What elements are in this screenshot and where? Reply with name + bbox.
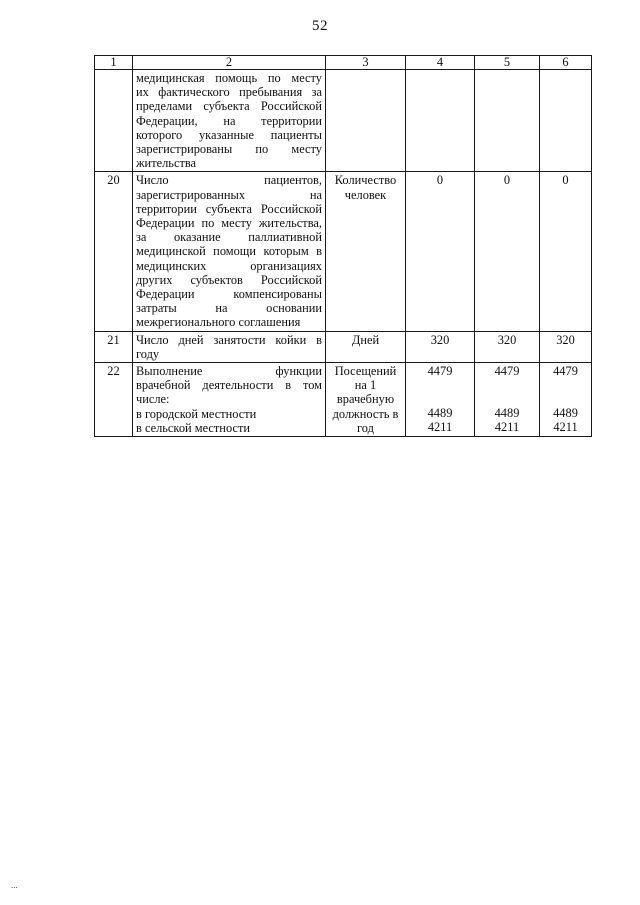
value-total: 4479 <box>553 364 578 379</box>
desc-line: которого указанные пациенты <box>136 127 322 142</box>
desc-line: медицинская помощь по месту <box>136 71 322 85</box>
table-row-21 <box>95 331 592 362</box>
value-rural: 4211 <box>494 420 520 435</box>
desc-line: зарегистрированы по месту <box>136 142 322 157</box>
desc-line: Выполнение функции <box>136 364 322 379</box>
row-unit-cell <box>326 172 406 331</box>
row-number-cell: 22 <box>95 363 133 437</box>
desc-line: Федерации по месту жительства, <box>136 216 322 231</box>
row-value-col5: 320 <box>475 331 540 362</box>
row-value-col5 <box>475 70 540 172</box>
desc-line: году <box>136 346 160 361</box>
row-unit-cell: Дней <box>326 331 406 362</box>
row-value-col5: 0 <box>475 172 540 331</box>
header-col-5: 5 <box>475 56 540 70</box>
page-number: 52 <box>312 18 328 34</box>
unit-line: врачебную <box>336 392 395 407</box>
data-table <box>94 55 592 437</box>
value-rural: 4211 <box>427 420 453 435</box>
desc-line: врачебной деятельности в том <box>136 378 322 393</box>
desc-line: зарегистрированных на <box>136 187 322 202</box>
row-number-cell: 21 <box>95 331 133 362</box>
header-col-6: 6 <box>540 56 592 70</box>
value-total: 4479 <box>427 364 453 379</box>
value-total: 4479 <box>494 364 520 379</box>
desc-line: территории субъекта Российской <box>136 201 322 216</box>
scan-mark: ... <box>11 880 18 890</box>
desc-line: за оказание паллиативной <box>136 230 322 245</box>
table-row-20 <box>95 172 592 331</box>
row-value-col4: 320 <box>406 331 475 362</box>
row-description-cell <box>133 70 326 172</box>
row-description-cell <box>133 331 326 362</box>
row-value-col4: 0 <box>406 172 475 331</box>
unit-line: Количество <box>334 173 397 188</box>
header-col-3: 3 <box>326 56 406 70</box>
unit-line: на 1 <box>354 378 377 393</box>
row-number-cell: 20 <box>95 172 133 331</box>
desc-line: Федерации компенсированы <box>136 287 322 302</box>
row-value-col6: 0 <box>540 172 592 331</box>
desc-line: жительства <box>136 156 197 171</box>
unit-line: Посещений <box>334 364 397 379</box>
value-urban: 4489 <box>553 406 578 421</box>
desc-line: межрегионального соглашения <box>136 315 301 330</box>
unit-line: человек <box>344 187 387 202</box>
header-col-4: 4 <box>406 56 475 70</box>
row-value-col4 <box>406 70 475 172</box>
desc-line: затраты на основании <box>136 301 322 316</box>
header-col-1: 1 <box>95 56 133 70</box>
desc-line: Число дней занятости койки в <box>136 332 322 347</box>
row-unit-cell <box>326 363 406 437</box>
row-value-col4 <box>406 363 475 437</box>
value-rural: 4211 <box>553 420 578 435</box>
row-value-col6 <box>540 70 592 172</box>
row-description-cell <box>133 363 326 437</box>
desc-line: других субъектов Российской <box>136 272 322 287</box>
row-value-col6: 320 <box>540 331 592 362</box>
desc-line: медицинских организациях <box>136 258 322 273</box>
row-number-cell <box>95 70 133 172</box>
desc-line: в сельской местности <box>136 420 250 435</box>
desc-line: пределами субъекта Российской <box>136 99 322 114</box>
table-header-row <box>95 56 592 70</box>
desc-line: числе: <box>136 392 170 407</box>
table-row-continuation <box>95 70 592 172</box>
desc-line: медицинской помощи которым в <box>136 244 322 259</box>
row-value-col5 <box>475 363 540 437</box>
desc-line: Федерации, на территории <box>136 113 322 128</box>
row-description-cell <box>133 172 326 331</box>
unit-line: год <box>357 420 374 435</box>
table-row-22 <box>95 363 592 437</box>
row-unit-cell <box>326 70 406 172</box>
header-col-2: 2 <box>133 56 326 70</box>
desc-line: в городской местности <box>136 406 257 421</box>
desc-line: их фактического пребывания за <box>136 85 322 100</box>
row-value-col6 <box>540 363 592 437</box>
value-urban: 4489 <box>494 406 520 421</box>
value-urban: 4489 <box>427 406 453 421</box>
unit-line: должность в <box>332 406 399 421</box>
desc-line: Число пациентов, <box>136 173 322 188</box>
